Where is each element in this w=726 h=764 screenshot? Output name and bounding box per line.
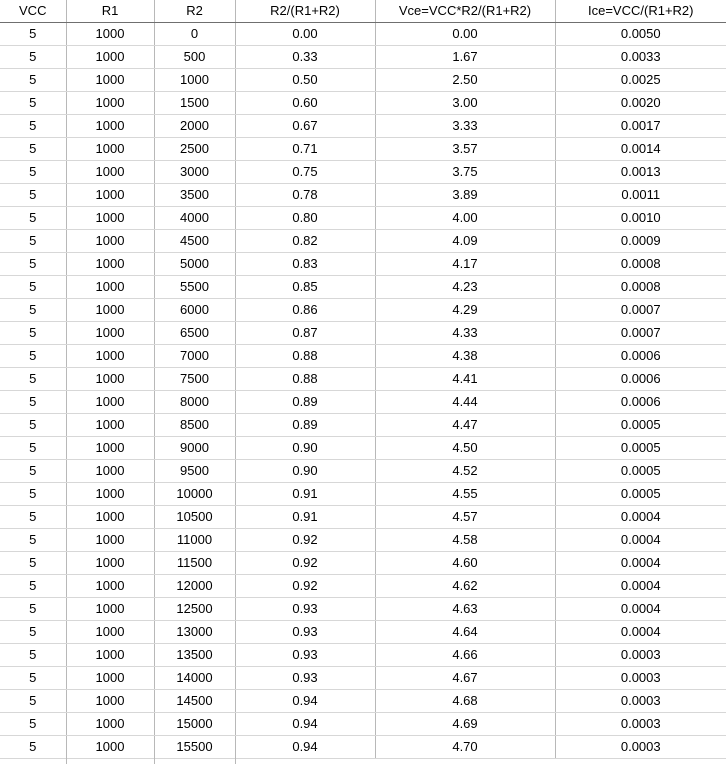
- table-cell: 1000: [66, 115, 154, 138]
- table-cell: 0.71: [235, 138, 375, 161]
- table-cell: 4.62: [375, 575, 555, 598]
- table-cell: 0.33: [235, 46, 375, 69]
- table-cell: 1000: [66, 345, 154, 368]
- table-cell: 5: [0, 713, 66, 736]
- table-cell: 0.0008: [555, 276, 726, 299]
- table-cell: 0.92: [235, 575, 375, 598]
- table-cell: 1000: [66, 138, 154, 161]
- table-cell: 5: [0, 414, 66, 437]
- table-cell: 0.93: [235, 621, 375, 644]
- table-cell: 1000: [66, 713, 154, 736]
- table-cell: 0.94: [235, 736, 375, 759]
- table-cell: 0.0004: [555, 575, 726, 598]
- table-row: [0, 345, 726, 368]
- table-cell: 5: [0, 115, 66, 138]
- table-cell: 12500: [154, 598, 235, 621]
- table-cell: 4.68: [375, 690, 555, 713]
- table-cell: 4.55: [375, 483, 555, 506]
- table-cell: 1000: [154, 69, 235, 92]
- table-cell: 3500: [154, 184, 235, 207]
- table-cell: 12000: [154, 575, 235, 598]
- table-cell: 0.67: [235, 115, 375, 138]
- table-cell: 1000: [66, 92, 154, 115]
- table-cell: 0.93: [235, 644, 375, 667]
- table-cell: 0.0011: [555, 184, 726, 207]
- column-header: VCC: [0, 0, 66, 23]
- table-cell: 0.82: [235, 230, 375, 253]
- table-cell: 5: [0, 437, 66, 460]
- table-row: [0, 575, 726, 598]
- table-cell: 11500: [154, 552, 235, 575]
- table-cell: 13000: [154, 621, 235, 644]
- table-cell: 5: [0, 23, 66, 46]
- table-cell: 2500: [154, 138, 235, 161]
- table-cell: 3.00: [375, 92, 555, 115]
- table-cell: 0.0020: [555, 92, 726, 115]
- table-cell: 5: [0, 184, 66, 207]
- table-cell: 0.92: [235, 529, 375, 552]
- table-cell: 5500: [154, 276, 235, 299]
- table-cell: 3.89: [375, 184, 555, 207]
- table-cell: 0.0004: [555, 552, 726, 575]
- table-cell: 1000: [66, 460, 154, 483]
- table-cell: 0: [154, 23, 235, 46]
- table-cell: 2000: [154, 115, 235, 138]
- table-cell: 8500: [154, 414, 235, 437]
- table-cell: 5: [0, 391, 66, 414]
- table-row: [0, 621, 726, 644]
- table-cell: 5: [0, 230, 66, 253]
- table-cell: 1000: [66, 690, 154, 713]
- table-cell: 0.0006: [555, 391, 726, 414]
- table-cell: 4.29: [375, 299, 555, 322]
- table-cell: 0.0050: [555, 23, 726, 46]
- table-cell: 4.66: [375, 644, 555, 667]
- table-cell: 0.88: [235, 368, 375, 391]
- table-cell: 1000: [66, 506, 154, 529]
- table-cell: 1000: [66, 322, 154, 345]
- table-cell: 5: [0, 667, 66, 690]
- table-cell: 4.50: [375, 437, 555, 460]
- table-row: [0, 506, 726, 529]
- table-row: [0, 23, 726, 46]
- table-cell: 1000: [66, 644, 154, 667]
- table-cell: 5: [0, 92, 66, 115]
- table-cell: 0.90: [235, 460, 375, 483]
- table-cell: 4.52: [375, 460, 555, 483]
- table-cell: 0.0007: [555, 299, 726, 322]
- table-row: [0, 322, 726, 345]
- header-row: [0, 0, 726, 23]
- table-row: [0, 46, 726, 69]
- table-cell: 1000: [66, 46, 154, 69]
- table-cell: 7500: [154, 368, 235, 391]
- table-cell: 4.57: [375, 506, 555, 529]
- table-cell: 1000: [66, 276, 154, 299]
- column-header: Ice=VCC/(R1+R2): [555, 0, 726, 23]
- table-cell: 0.83: [235, 253, 375, 276]
- table-cell: 5: [0, 506, 66, 529]
- table-cell: 1000: [66, 437, 154, 460]
- table-cell: 5: [0, 253, 66, 276]
- table-cell: 11000: [154, 529, 235, 552]
- table-cell: 9000: [154, 437, 235, 460]
- table-cell: 4.38: [375, 345, 555, 368]
- table-cell: 0.0005: [555, 460, 726, 483]
- table-cell: 3.75: [375, 161, 555, 184]
- table-cell: 14500: [154, 690, 235, 713]
- table-row: [0, 184, 726, 207]
- table-cell: 0.0025: [555, 69, 726, 92]
- table-cell: 0.0010: [555, 207, 726, 230]
- table-cell: 5: [0, 69, 66, 92]
- sheet-bottom-edge: [0, 751, 726, 764]
- table-cell: 4.09: [375, 230, 555, 253]
- table-cell: 0.0003: [555, 690, 726, 713]
- table-cell: 4.00: [375, 207, 555, 230]
- table-cell: 0.0007: [555, 322, 726, 345]
- table-cell: 1000: [66, 736, 154, 759]
- table-cell: 9500: [154, 460, 235, 483]
- table-row: [0, 368, 726, 391]
- table-cell: 0.89: [235, 414, 375, 437]
- table-cell: 4.44: [375, 391, 555, 414]
- table-cell: 4.63: [375, 598, 555, 621]
- table-cell: 0.0003: [555, 713, 726, 736]
- table-cell: 0.0005: [555, 483, 726, 506]
- table-cell: 1000: [66, 368, 154, 391]
- table-cell: 0.0014: [555, 138, 726, 161]
- table-cell: 5000: [154, 253, 235, 276]
- table-row: [0, 138, 726, 161]
- table-cell: 4.47: [375, 414, 555, 437]
- table-cell: 5: [0, 644, 66, 667]
- table-row: [0, 529, 726, 552]
- table-cell: 500: [154, 46, 235, 69]
- table-cell: 0.0033: [555, 46, 726, 69]
- table-cell: 0.91: [235, 483, 375, 506]
- table-cell: 4.69: [375, 713, 555, 736]
- table-row: [0, 299, 726, 322]
- table-cell: 0.91: [235, 506, 375, 529]
- table-row: [0, 69, 726, 92]
- table-cell: 5: [0, 299, 66, 322]
- table-cell: 4.17: [375, 253, 555, 276]
- table-cell: 0.93: [235, 598, 375, 621]
- table-cell: 0.0017: [555, 115, 726, 138]
- table-cell: 5: [0, 345, 66, 368]
- table-row: [0, 644, 726, 667]
- table-row: [0, 460, 726, 483]
- table-cell: 1.67: [375, 46, 555, 69]
- table-cell: 3.57: [375, 138, 555, 161]
- table-cell: 0.88: [235, 345, 375, 368]
- table-cell: 0.0004: [555, 506, 726, 529]
- table-cell: 0.60: [235, 92, 375, 115]
- table-cell: 0.94: [235, 690, 375, 713]
- table-cell: 0.00: [235, 23, 375, 46]
- table-cell: 0.0005: [555, 414, 726, 437]
- table-cell: 0.0006: [555, 368, 726, 391]
- table-cell: 0.85: [235, 276, 375, 299]
- table-cell: 1000: [66, 69, 154, 92]
- column-header: Vce=VCC*R2/(R1+R2): [375, 0, 555, 23]
- table-row: [0, 115, 726, 138]
- table-cell: 5: [0, 276, 66, 299]
- table-cell: 0.0004: [555, 529, 726, 552]
- table-cell: 1000: [66, 598, 154, 621]
- table-cell: 1000: [66, 529, 154, 552]
- table-cell: 1500: [154, 92, 235, 115]
- table-cell: 1000: [66, 552, 154, 575]
- table-cell: 5: [0, 322, 66, 345]
- table-cell: 1000: [66, 230, 154, 253]
- table-cell: 0.0004: [555, 598, 726, 621]
- column-header: R2/(R1+R2): [235, 0, 375, 23]
- table-cell: 5: [0, 552, 66, 575]
- table-cell: 5: [0, 529, 66, 552]
- table-cell: 5: [0, 161, 66, 184]
- table-cell: 1000: [66, 161, 154, 184]
- table-cell: 0.87: [235, 322, 375, 345]
- table-cell: 0.0013: [555, 161, 726, 184]
- table-cell: 0.50: [235, 69, 375, 92]
- table-cell: 4.64: [375, 621, 555, 644]
- table-cell: 7000: [154, 345, 235, 368]
- table-cell: 15000: [154, 713, 235, 736]
- table-row: [0, 207, 726, 230]
- table-row: [0, 690, 726, 713]
- table-row: [0, 161, 726, 184]
- table-cell: 4.67: [375, 667, 555, 690]
- table-cell: 1000: [66, 253, 154, 276]
- table-row: [0, 437, 726, 460]
- table-cell: 5: [0, 460, 66, 483]
- table-cell: 0.80: [235, 207, 375, 230]
- table-cell: 0.0003: [555, 736, 726, 759]
- table-cell: 5: [0, 138, 66, 161]
- table-cell: 5: [0, 598, 66, 621]
- table-cell: 4.70: [375, 736, 555, 759]
- table-cell: 0.0006: [555, 345, 726, 368]
- table-cell: 0.0003: [555, 644, 726, 667]
- table-row: [0, 414, 726, 437]
- table-cell: 1000: [66, 575, 154, 598]
- table-cell: 1000: [66, 667, 154, 690]
- table-cell: 4.58: [375, 529, 555, 552]
- table-cell: 0.00: [375, 23, 555, 46]
- table-cell: 5: [0, 368, 66, 391]
- table-row: [0, 253, 726, 276]
- table-cell: 4.41: [375, 368, 555, 391]
- table-cell: 5: [0, 736, 66, 759]
- table-cell: 0.0008: [555, 253, 726, 276]
- table-cell: 0.75: [235, 161, 375, 184]
- table-body: [0, 23, 726, 759]
- table-row: [0, 598, 726, 621]
- table-cell: 0.93: [235, 667, 375, 690]
- table-row: [0, 713, 726, 736]
- table-cell: 0.0009: [555, 230, 726, 253]
- table-cell: 0.0003: [555, 667, 726, 690]
- table-cell: 6000: [154, 299, 235, 322]
- table-cell: 1000: [66, 483, 154, 506]
- table-cell: 1000: [66, 391, 154, 414]
- column-edge-2: [154, 751, 236, 764]
- table-row: [0, 92, 726, 115]
- table-cell: 1000: [66, 621, 154, 644]
- table-cell: 0.0005: [555, 437, 726, 460]
- table-cell: 5: [0, 575, 66, 598]
- table-cell: 0.92: [235, 552, 375, 575]
- table-cell: 4.23: [375, 276, 555, 299]
- table-cell: 2.50: [375, 69, 555, 92]
- table-cell: 4000: [154, 207, 235, 230]
- table-row: [0, 667, 726, 690]
- table-row: [0, 230, 726, 253]
- table-cell: 10000: [154, 483, 235, 506]
- table-cell: 13500: [154, 644, 235, 667]
- table-cell: 0.78: [235, 184, 375, 207]
- table-cell: 5: [0, 207, 66, 230]
- table-cell: 4.33: [375, 322, 555, 345]
- table-row: [0, 552, 726, 575]
- table-cell: 4.60: [375, 552, 555, 575]
- table-cell: 1000: [66, 299, 154, 322]
- table-row: [0, 276, 726, 299]
- table-cell: 15500: [154, 736, 235, 759]
- table-cell: 5: [0, 690, 66, 713]
- table-cell: 4500: [154, 230, 235, 253]
- table-cell: 0.0004: [555, 621, 726, 644]
- table-cell: 5: [0, 621, 66, 644]
- table-cell: 5: [0, 483, 66, 506]
- table-header: [0, 0, 726, 23]
- column-header: R2: [154, 0, 235, 23]
- table-cell: 0.94: [235, 713, 375, 736]
- column-edge-0: [0, 751, 67, 764]
- table-cell: 1000: [66, 23, 154, 46]
- table-cell: 5: [0, 46, 66, 69]
- table-cell: 6500: [154, 322, 235, 345]
- table-cell: 10500: [154, 506, 235, 529]
- table-cell: 8000: [154, 391, 235, 414]
- table-cell: 0.89: [235, 391, 375, 414]
- table-cell: 0.86: [235, 299, 375, 322]
- table-cell: 3000: [154, 161, 235, 184]
- table-cell: 14000: [154, 667, 235, 690]
- column-header: R1: [66, 0, 154, 23]
- table-cell: 3.33: [375, 115, 555, 138]
- table-cell: 0.90: [235, 437, 375, 460]
- table-cell: 1000: [66, 414, 154, 437]
- table-row: [0, 483, 726, 506]
- table-cell: 1000: [66, 184, 154, 207]
- table-row: [0, 391, 726, 414]
- table-cell: 1000: [66, 207, 154, 230]
- column-edge-1: [66, 751, 155, 764]
